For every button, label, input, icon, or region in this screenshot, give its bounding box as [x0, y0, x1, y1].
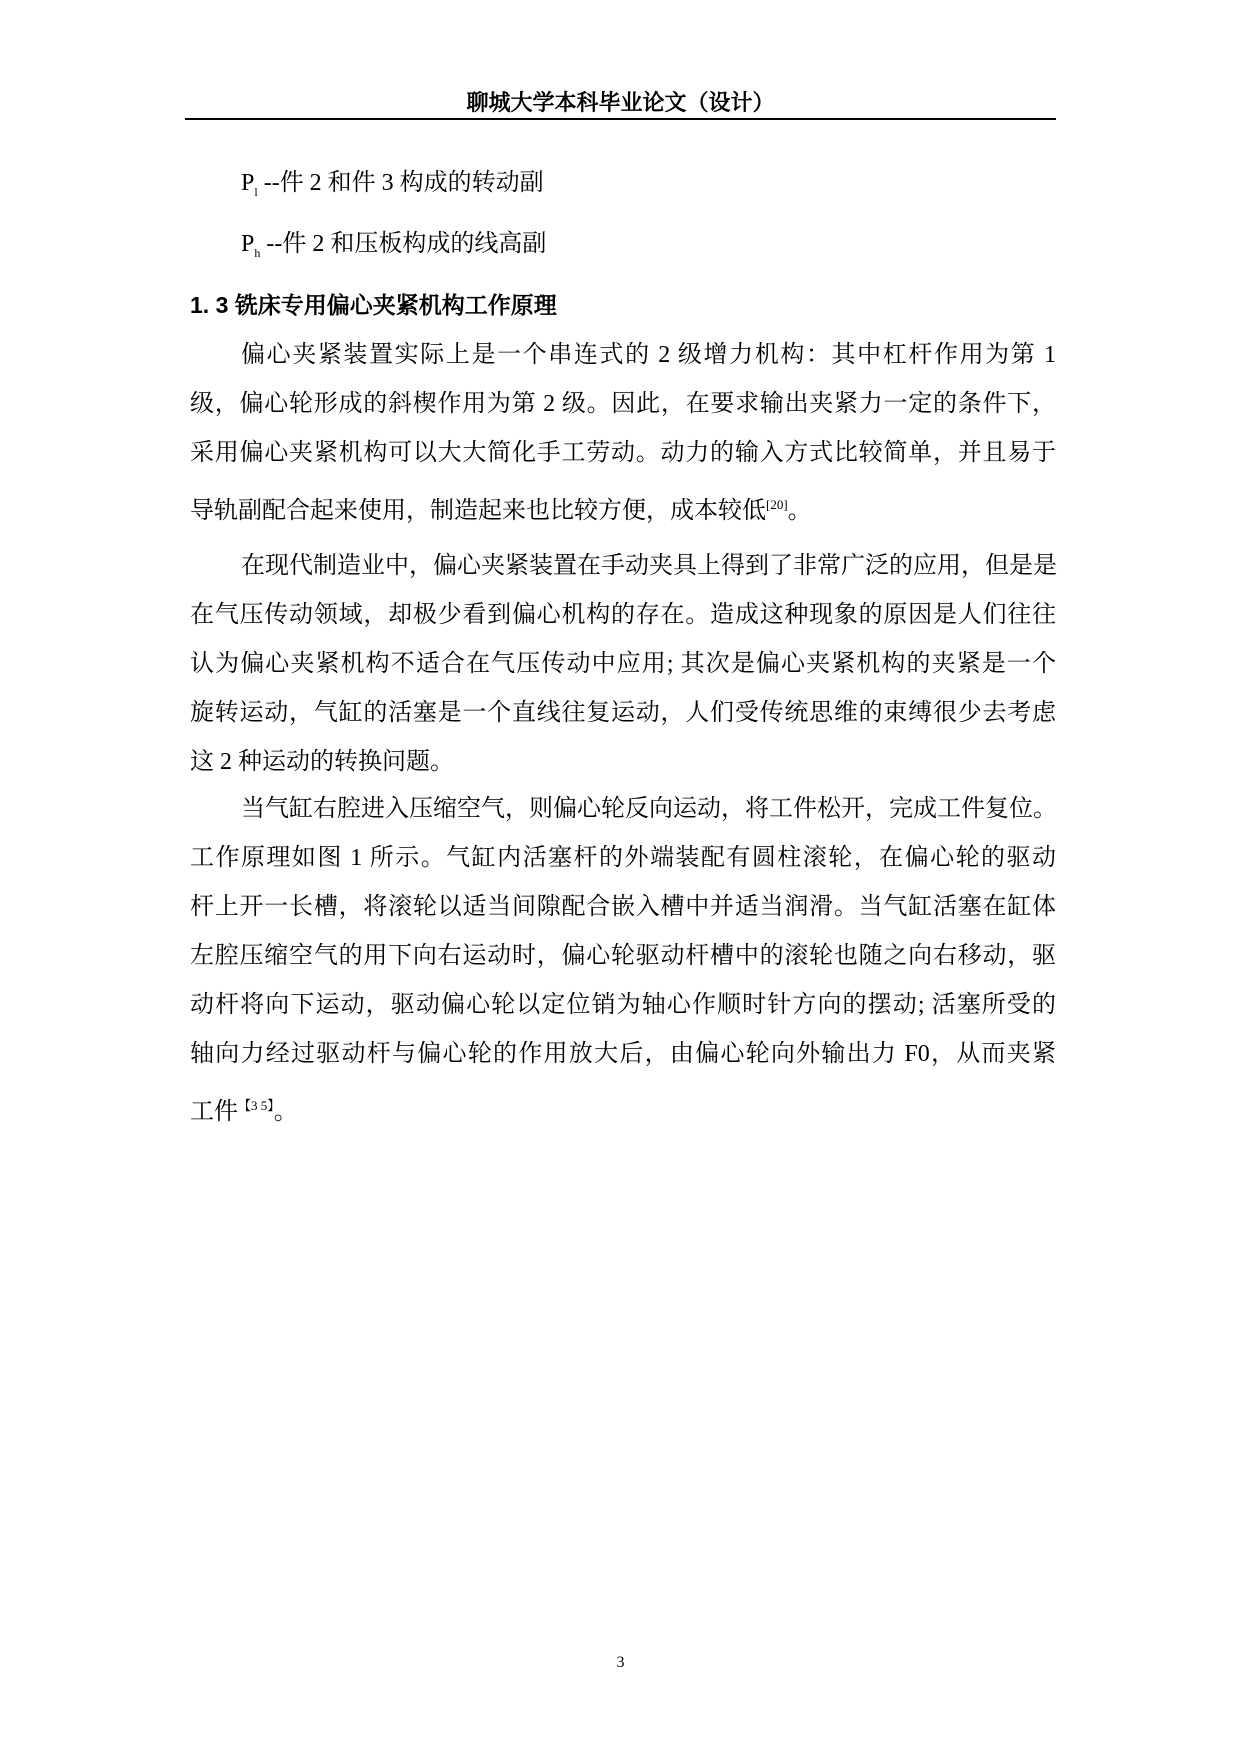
definition-subscript: h — [254, 246, 261, 260]
definition-subscript: l — [254, 185, 258, 199]
paragraph-line: 级，偏心轮形成的斜楔作用为第 2 级。因此，在要求输出夹紧力一定的条件下， — [190, 391, 1056, 417]
definition-symbol: P — [241, 231, 255, 257]
section-heading: 1. 3 铣床专用偏心夹紧机构工作原理 — [190, 292, 557, 318]
paragraph-line: 在现代制造业中，偏心夹紧装置在手动夹具上得到了非常广泛的应用，但是是 — [241, 553, 1057, 579]
paragraph-2 — [190, 542, 1056, 787]
line-end-punctuation: 。 — [787, 498, 812, 524]
paragraph-3 — [190, 785, 1056, 1137]
page-header — [185, 88, 1056, 120]
definition-description: --件 2 和件 3 构成的转动副 — [263, 170, 544, 196]
paragraph-last-line — [190, 487, 1056, 536]
paragraph-line: 在气压传动领域，却极少看到偏心机构的存在。造成这种现象的原因是人们往往 — [190, 602, 1056, 628]
page-number: 3 — [616, 1654, 625, 1671]
paragraph-line: 认为偏心夹紧机构不适合在气压传动中应用; 其次是偏心夹紧机构的夹紧是一个 — [190, 651, 1056, 677]
paragraph-line: 轴向力经过驱动杆与偏心轮的作用放大后，由偏心轮向外输出力 F0，从而夹紧 — [190, 1041, 1056, 1067]
paragraph-line: 工作原理如图 1 所示。气缸内活塞杆的外端装配有圆柱滚轮，在偏心轮的驱动 — [190, 845, 1056, 871]
paragraph-line-text: 工件 — [190, 1099, 238, 1125]
paragraph-last-line — [190, 1088, 1056, 1137]
paragraph-line: 左腔压缩空气的用下向右运动时，偏心轮驱动杆槽中的滚轮也随之向右移动，驱 — [190, 943, 1056, 969]
paragraph-last-line: 这 2 种运动的转换问题。 — [190, 749, 454, 775]
line-end-punctuation: 。 — [273, 1099, 298, 1125]
paragraph-1 — [190, 331, 1056, 536]
header-title: 聊城大学本科毕业论文（设计） — [466, 90, 775, 115]
definition-lower-pair — [241, 159, 544, 208]
definition-description: --件 2 和压板构成的线高副 — [266, 231, 547, 257]
definition-higher-pair — [241, 220, 546, 269]
paragraph-line: 偏心夹紧装置实际上是一个串连式的 2 级增力机构：其中杠杆作用为第 1 — [241, 342, 1056, 368]
citation-superscript: 【3 5】 — [238, 1098, 274, 1113]
paragraph-line: 动杆将向下运动，驱动偏心轮以定位销为轴心作顺时针方向的摆动; 活塞所受的 — [190, 992, 1056, 1018]
paragraph-line: 旋转运动，气缸的活塞是一个直线往复运动，人们受传统思维的束缚很少去考虑 — [190, 700, 1056, 726]
paragraph-line: 采用偏心夹紧机构可以大大简化手工劳动。动力的输入方式比较简单，并且易于 — [190, 440, 1056, 466]
paragraph-line-text: 导轨副配合起来使用，制造起来也比较方便，成本较低 — [190, 498, 766, 524]
paragraph-line: 杆上开一长槽，将滚轮以适当间隙配合嵌入槽中并适当润滑。当气缸活塞在缸体 — [190, 894, 1056, 920]
definition-symbol: P — [241, 170, 255, 196]
citation-superscript: [20] — [766, 497, 788, 512]
paragraph-line: 当气缸右腔进入压缩空气，则偏心轮反向运动，将工件松开，完成工件复位。 — [241, 796, 1057, 822]
